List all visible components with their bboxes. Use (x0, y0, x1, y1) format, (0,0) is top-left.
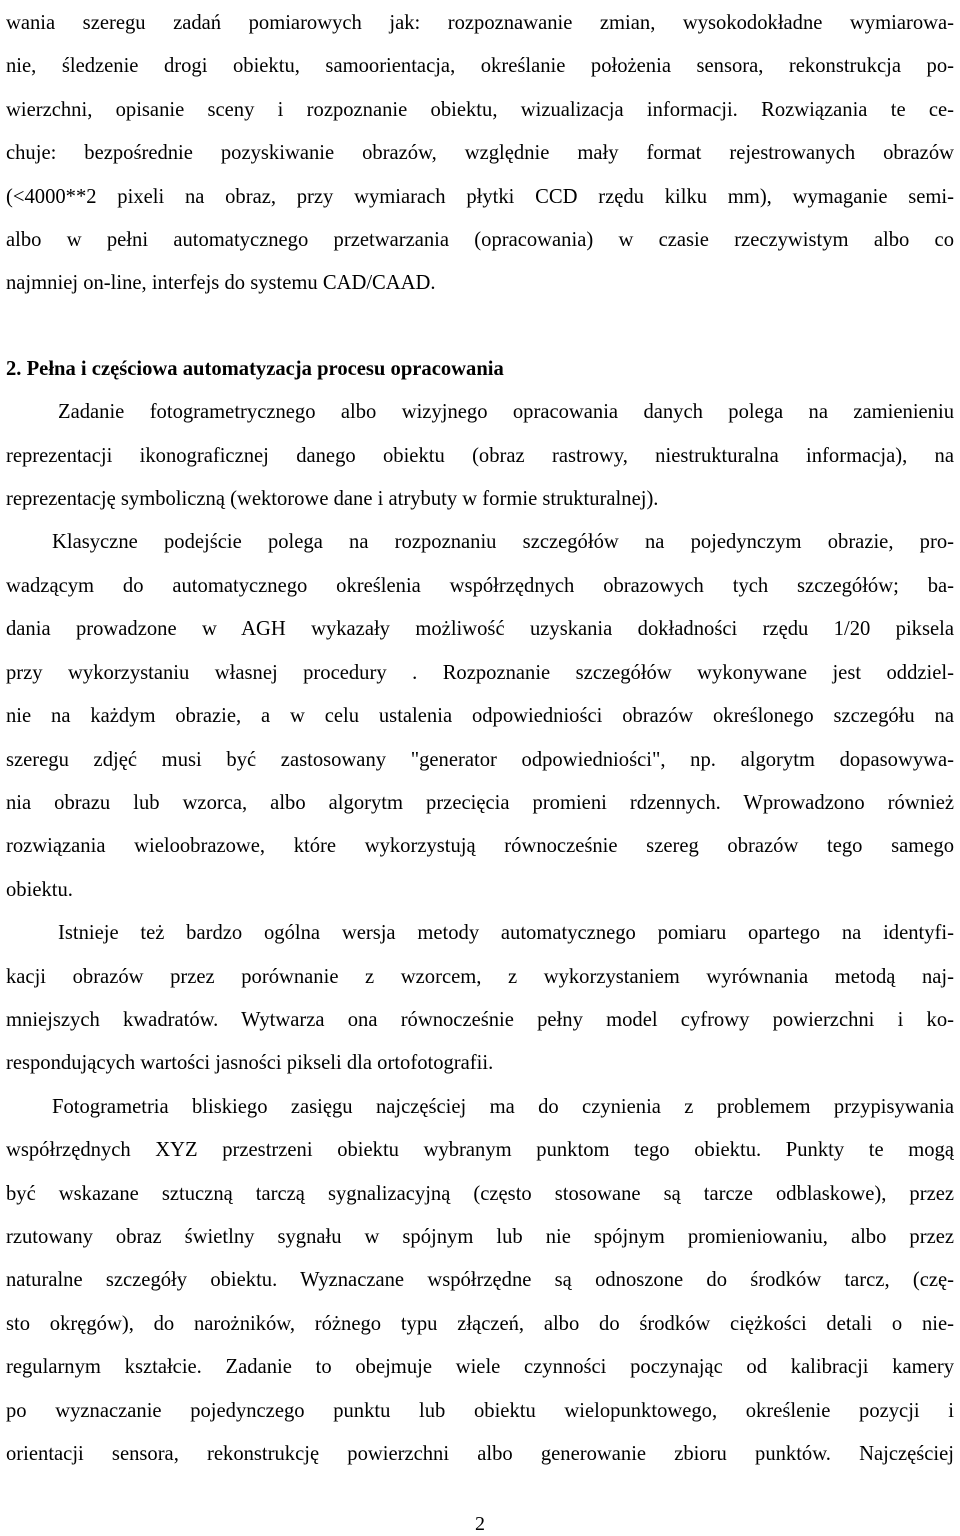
text-line: Zadanie fotogrametrycznego albo wizyjnego opracowania danych polega na zamienieniu (58, 401, 954, 424)
text-line: szeregu zdjęć musi być zastosowany "generator odpowiedniości", np. algorytm dopasowywa- (6, 748, 954, 771)
section-spacer (6, 306, 954, 348)
text-line: wierzchni, opisanie sceny i rozpoznanie obiektu, wizualizacja informacji. Rozwiązania te ce- (6, 98, 954, 121)
paragraph-close-range (6, 1086, 954, 1477)
text-line: sto okręgów), do narożników, różnego typu złączeń, albo do środków ciężkości detali o nie- (6, 1312, 954, 1335)
text-line: dania prowadzone w AGH wykazały możliwość uzyskania dokładności rzędu 1/20 piksela (6, 618, 954, 641)
text-line: kacji obrazów przez porównanie z wzorcem, z wykorzystaniem wyrównania metodą naj- (6, 965, 954, 988)
text-line: albo w pełni automatycznego przetwarzania (opracowania) w czasie rzeczywistym albo co (6, 229, 954, 252)
text-line: naturalne szczegóły obiektu. Wyznaczane współrzędne są odnoszone do środków tarcz, (czę- (6, 1269, 954, 1292)
text-line: po wyznaczanie pojedynczego punktu lub obiektu wielopunktowego, określenie pozycji i (6, 1399, 954, 1422)
text-line: mniejszych kwadratów. Wytwarza ona równocześnie pełny model cyfrowy powierzchni i ko- (6, 1008, 954, 1031)
text-line: reprezentację symboliczną (wektorowe dane i atrybuty w formie strukturalnej). (6, 488, 659, 511)
text-line: chuje: bezpośrednie pozyskiwanie obrazów, względnie mały format rejestrowanych obrazów (6, 142, 954, 165)
text-line: obiektu. (6, 878, 73, 901)
text-line: współrzędnych XYZ przestrzeni obiektu wybranym punktom tego obiektu. Punkty te mogą (6, 1139, 954, 1162)
text-line: rzutowany obraz świetlny sygnału w spójnym lub nie spójnym promieniowaniu, albo przez (6, 1225, 954, 1248)
text-line: orientacji sensora, rekonstrukcję powierzchni albo generowanie zbioru punktów. Najczęściej (6, 1443, 954, 1465)
text-line: nie, śledzenie drogi obiektu, samoorientacja, określanie położenia sensora, rekonstrukcja po- (6, 55, 954, 78)
text-line: reprezentacji ikonograficznej danego obiektu (obraz rastrowy, niestrukturalna informacja), na (6, 444, 954, 467)
text-line: (<4000**2 pixeli na obraz, przy wymiarach płytki CCD rzędu kilku mm), wymaganie semi- (6, 185, 954, 208)
text-line: wadzącym do automatycznego określenia współrzędnych obrazowych tych szczegółów; ba- (6, 574, 954, 597)
paragraph-general-method (6, 912, 954, 1086)
text-line: być wskazane sztuczną tarczą sygnalizacyjną (często stosowane są tarcze odblaskowe), przez (6, 1182, 954, 1205)
paragraph-representation (6, 391, 954, 521)
section-heading: 2. Pełna i częściowa automatyzacja procesu opracowania (6, 357, 504, 380)
text-line: respondujących wartości jasności pikseli dla ortofotografii. (6, 1052, 494, 1075)
text-line: regularnym kształcie. Zadanie to obejmuje wiele czynności poczynając od kalibracji kamery (6, 1356, 954, 1379)
text-line: nia obrazu lub wzorca, albo algorytm przecięcia promieni rdzennych. Wprowadzono również (6, 791, 954, 814)
page-number: 2 (475, 1513, 485, 1535)
text-line: Fotogrametria bliskiego zasięgu najczęściej ma do czynienia z problemem przypisywania (52, 1095, 954, 1118)
intro-paragraph (6, 2, 954, 306)
page-content (6, 2, 954, 1476)
text-line: rozwiązania wieloobrazowe, które wykorzystują równocześnie szereg obrazów tego samego (6, 835, 954, 858)
text-line: Klasyczne podejście polega na rozpoznaniu szczegółów na pojedynczym obrazie, pro- (52, 531, 954, 554)
text-line: przy wykorzystaniu własnej procedury . Rozpoznanie szczegółów wykonywane jest oddziel- (6, 661, 954, 684)
paragraph-classic-approach (6, 521, 954, 912)
text-line: Istnieje też bardzo ogólna wersja metody automatycznego pomiaru opartego na identyfi- (58, 922, 954, 945)
text-line: wania szeregu zadań pomiarowych jak: rozpoznawanie zmian, wysokodokładne wymiarowa- (6, 12, 954, 34)
text-line: najmniej on-line, interfejs do systemu CAD/CAAD. (6, 272, 436, 295)
text-line: nie na każdym obrazie, a w celu ustalenia odpowiedniości obrazów określonego szczegółu na (6, 705, 954, 728)
